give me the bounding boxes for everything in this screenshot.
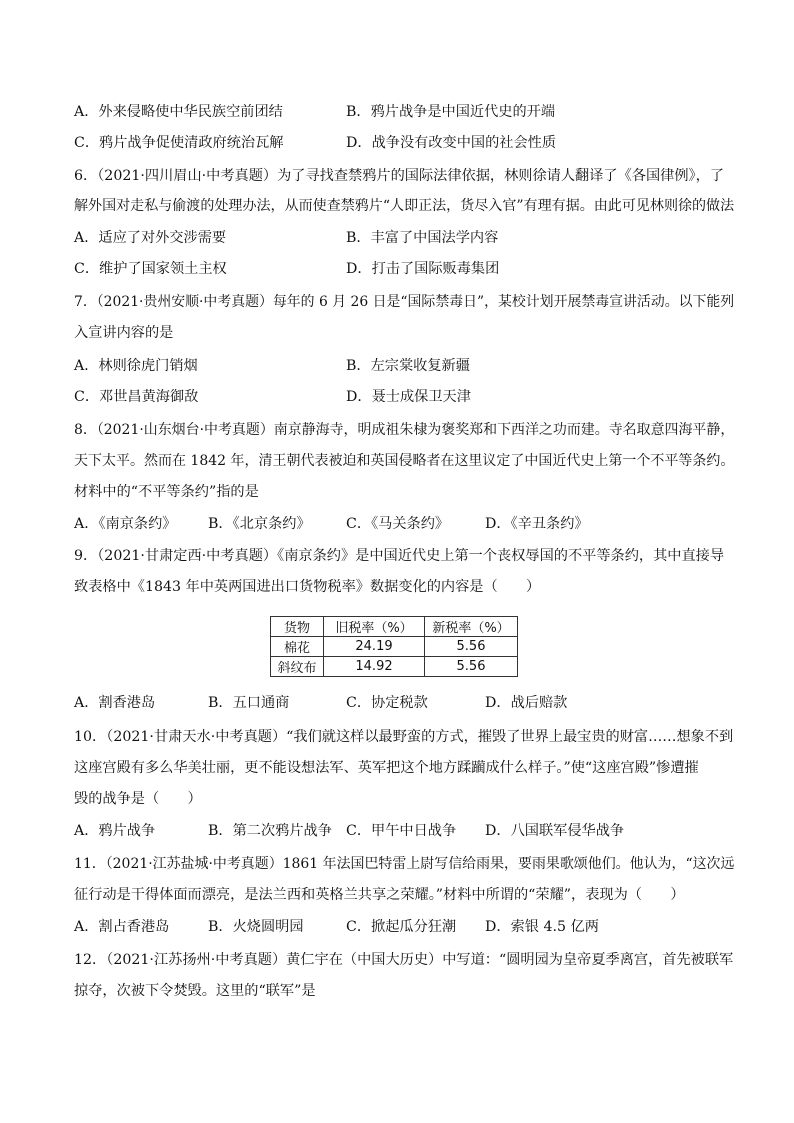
q10-stem-line2: 这座宫殿有多么华美壮丽，更不能设想法军、英军把这个地方蹂躏成什么样子。”使“这座宫殿”惨遭摧 (74, 760, 699, 776)
tax-rate-table (270, 616, 518, 677)
q9-stem-line1: 9．（2021·甘肃定西·中考真题）《南京条约》是中国近代史上第一个丧权辱国的不平等条约，其中直接导 (74, 548, 725, 564)
table-header-new-rate: 新税率（%） (425, 617, 518, 637)
table-cell: 24.19 (324, 637, 425, 657)
q10-option-a: A．鸦片战争 (74, 823, 156, 839)
q7-option-a: A．林则徐虎门销烟 (74, 358, 198, 374)
q7-option-c: C．邓世昌黄海御敌 (74, 389, 199, 405)
q6-option-b: B．丰富了中国法学内容 (346, 230, 499, 246)
q10-option-d: D．八国联军侵华战争 (485, 823, 625, 839)
q6-stem-line1: 6．（2021·四川眉山·中考真题）为了寻找查禁鸦片的国际法律依据，林则徐请人翻译了《各国律例》，了 (74, 168, 725, 184)
q7-stem-line1: 7．（2021·贵州安顺·中考真题）每年的 6 月 26 日是“国际禁毒日”，某校计划开展禁毒宣讲活动。以下能列 (74, 294, 735, 310)
q5-option-d: D．战争没有改变中国的社会性质 (346, 135, 557, 151)
q9-option-a: A．割香港岛 (74, 695, 156, 711)
table-header-old-rate: 旧税率（%） (324, 617, 425, 637)
q9-option-b: B．五口通商 (208, 695, 290, 711)
table-cell: 5.56 (425, 637, 518, 657)
q10-option-c: C．甲午中日战争 (346, 823, 457, 839)
q8-option-d: D．《辛丑条约》 (485, 516, 589, 532)
q6-option-c: C．维护了国家领土主权 (74, 261, 227, 277)
q11-option-b: B．火烧圆明园 (208, 919, 304, 935)
q12-stem-line2: 掠夺，次被下令焚毁。这里的“联军”是 (74, 983, 316, 999)
table-row (271, 657, 518, 677)
q10-stem-line3: 毁的战争是（ ） (74, 791, 202, 807)
table-cell: 14.92 (324, 657, 425, 677)
q11-stem-line2: 征行动是干得体面而漂亮，是法兰西和英格兰共享之荣耀。”材料中所谓的“荣耀”，表现为（ ） (74, 887, 685, 903)
q8-stem-line1: 8．（2021·山东烟台·中考真题）南京静海寺，明成祖朱棣为褒奖郑和下西洋之功而建。寺名取意四海平静， (74, 422, 735, 438)
q8-option-c: C．《马关条约》 (346, 516, 450, 532)
table-cell: 斜纹布 (271, 657, 324, 677)
q6-stem-line2: 解外国对走私与偷渡的处理办法，从而使查禁鸦片“人即正法，货尽入官”有理有据。由此可见林则徐的做法 (74, 198, 735, 214)
q12-stem-line1: 12．（2021·江苏扬州·中考真题）黄仁宇在（中国大历史）中写道：“圆明园为皇帝夏季离宫，首先被联军 (74, 952, 734, 968)
table-header-row (271, 617, 518, 637)
q8-stem-line2: 天下太平。然而在 1842 年，清王朝代表被迫和英国侵略者在这里议定了中国近代史上第一个不平等条约。 (74, 453, 735, 469)
q7-option-d: D．聂士成保卫天津 (346, 389, 471, 405)
q5-option-a: A．外来侵略使中华民族空前团结 (74, 104, 283, 120)
q7-stem-line2: 入宣讲内容的是 (74, 325, 174, 341)
table-row (271, 637, 518, 657)
q8-option-a: A．《南京条约》 (74, 516, 177, 532)
q5-option-c: C．鸦片战争促使清政府统治瓦解 (74, 135, 284, 151)
q9-option-c: C．协定税款 (346, 695, 428, 711)
q5-option-b: B．鸦片战争是中国近代史的开端 (346, 104, 556, 120)
q8-option-b: B．《北京条约》 (208, 516, 311, 532)
q11-stem-line1: 11．（2021·江苏盐城·中考真题）1861 年法国巴特雷上尉写信给雨果，要雨果歌颂他们。他认为，“这次远 (74, 856, 735, 872)
q9-option-d: D．战后赔款 (485, 695, 568, 711)
table-cell: 5.56 (425, 657, 518, 677)
q10-stem-line1: 10．（2021·甘肃天水·中考真题）“我们就这样以最野蛮的方式，摧毁了世界上最宝贵的财富……想象不到 (74, 729, 734, 745)
q9-stem-line2: 致表格中《1843 年中英两国进出口货物税率》数据变化的内容是（ ） (74, 579, 541, 595)
table-header-goods: 货物 (271, 617, 324, 637)
q8-stem-line3: 材料中的“不平等条约”指的是 (74, 484, 259, 500)
q6-option-a: A．适应了对外交涉需要 (74, 230, 227, 246)
q7-option-b: B．左宗棠收复新疆 (346, 358, 470, 374)
q11-option-c: C．掀起瓜分狂潮 (346, 919, 457, 935)
q6-option-d: D．打击了国际贩毒集团 (346, 261, 500, 277)
q10-option-b: B．第二次鸦片战争 (208, 823, 332, 839)
q11-option-a: A．割占香港岛 (74, 919, 170, 935)
q11-option-d: D．索银 4.5 亿两 (485, 919, 599, 935)
table-cell: 棉花 (271, 637, 324, 657)
